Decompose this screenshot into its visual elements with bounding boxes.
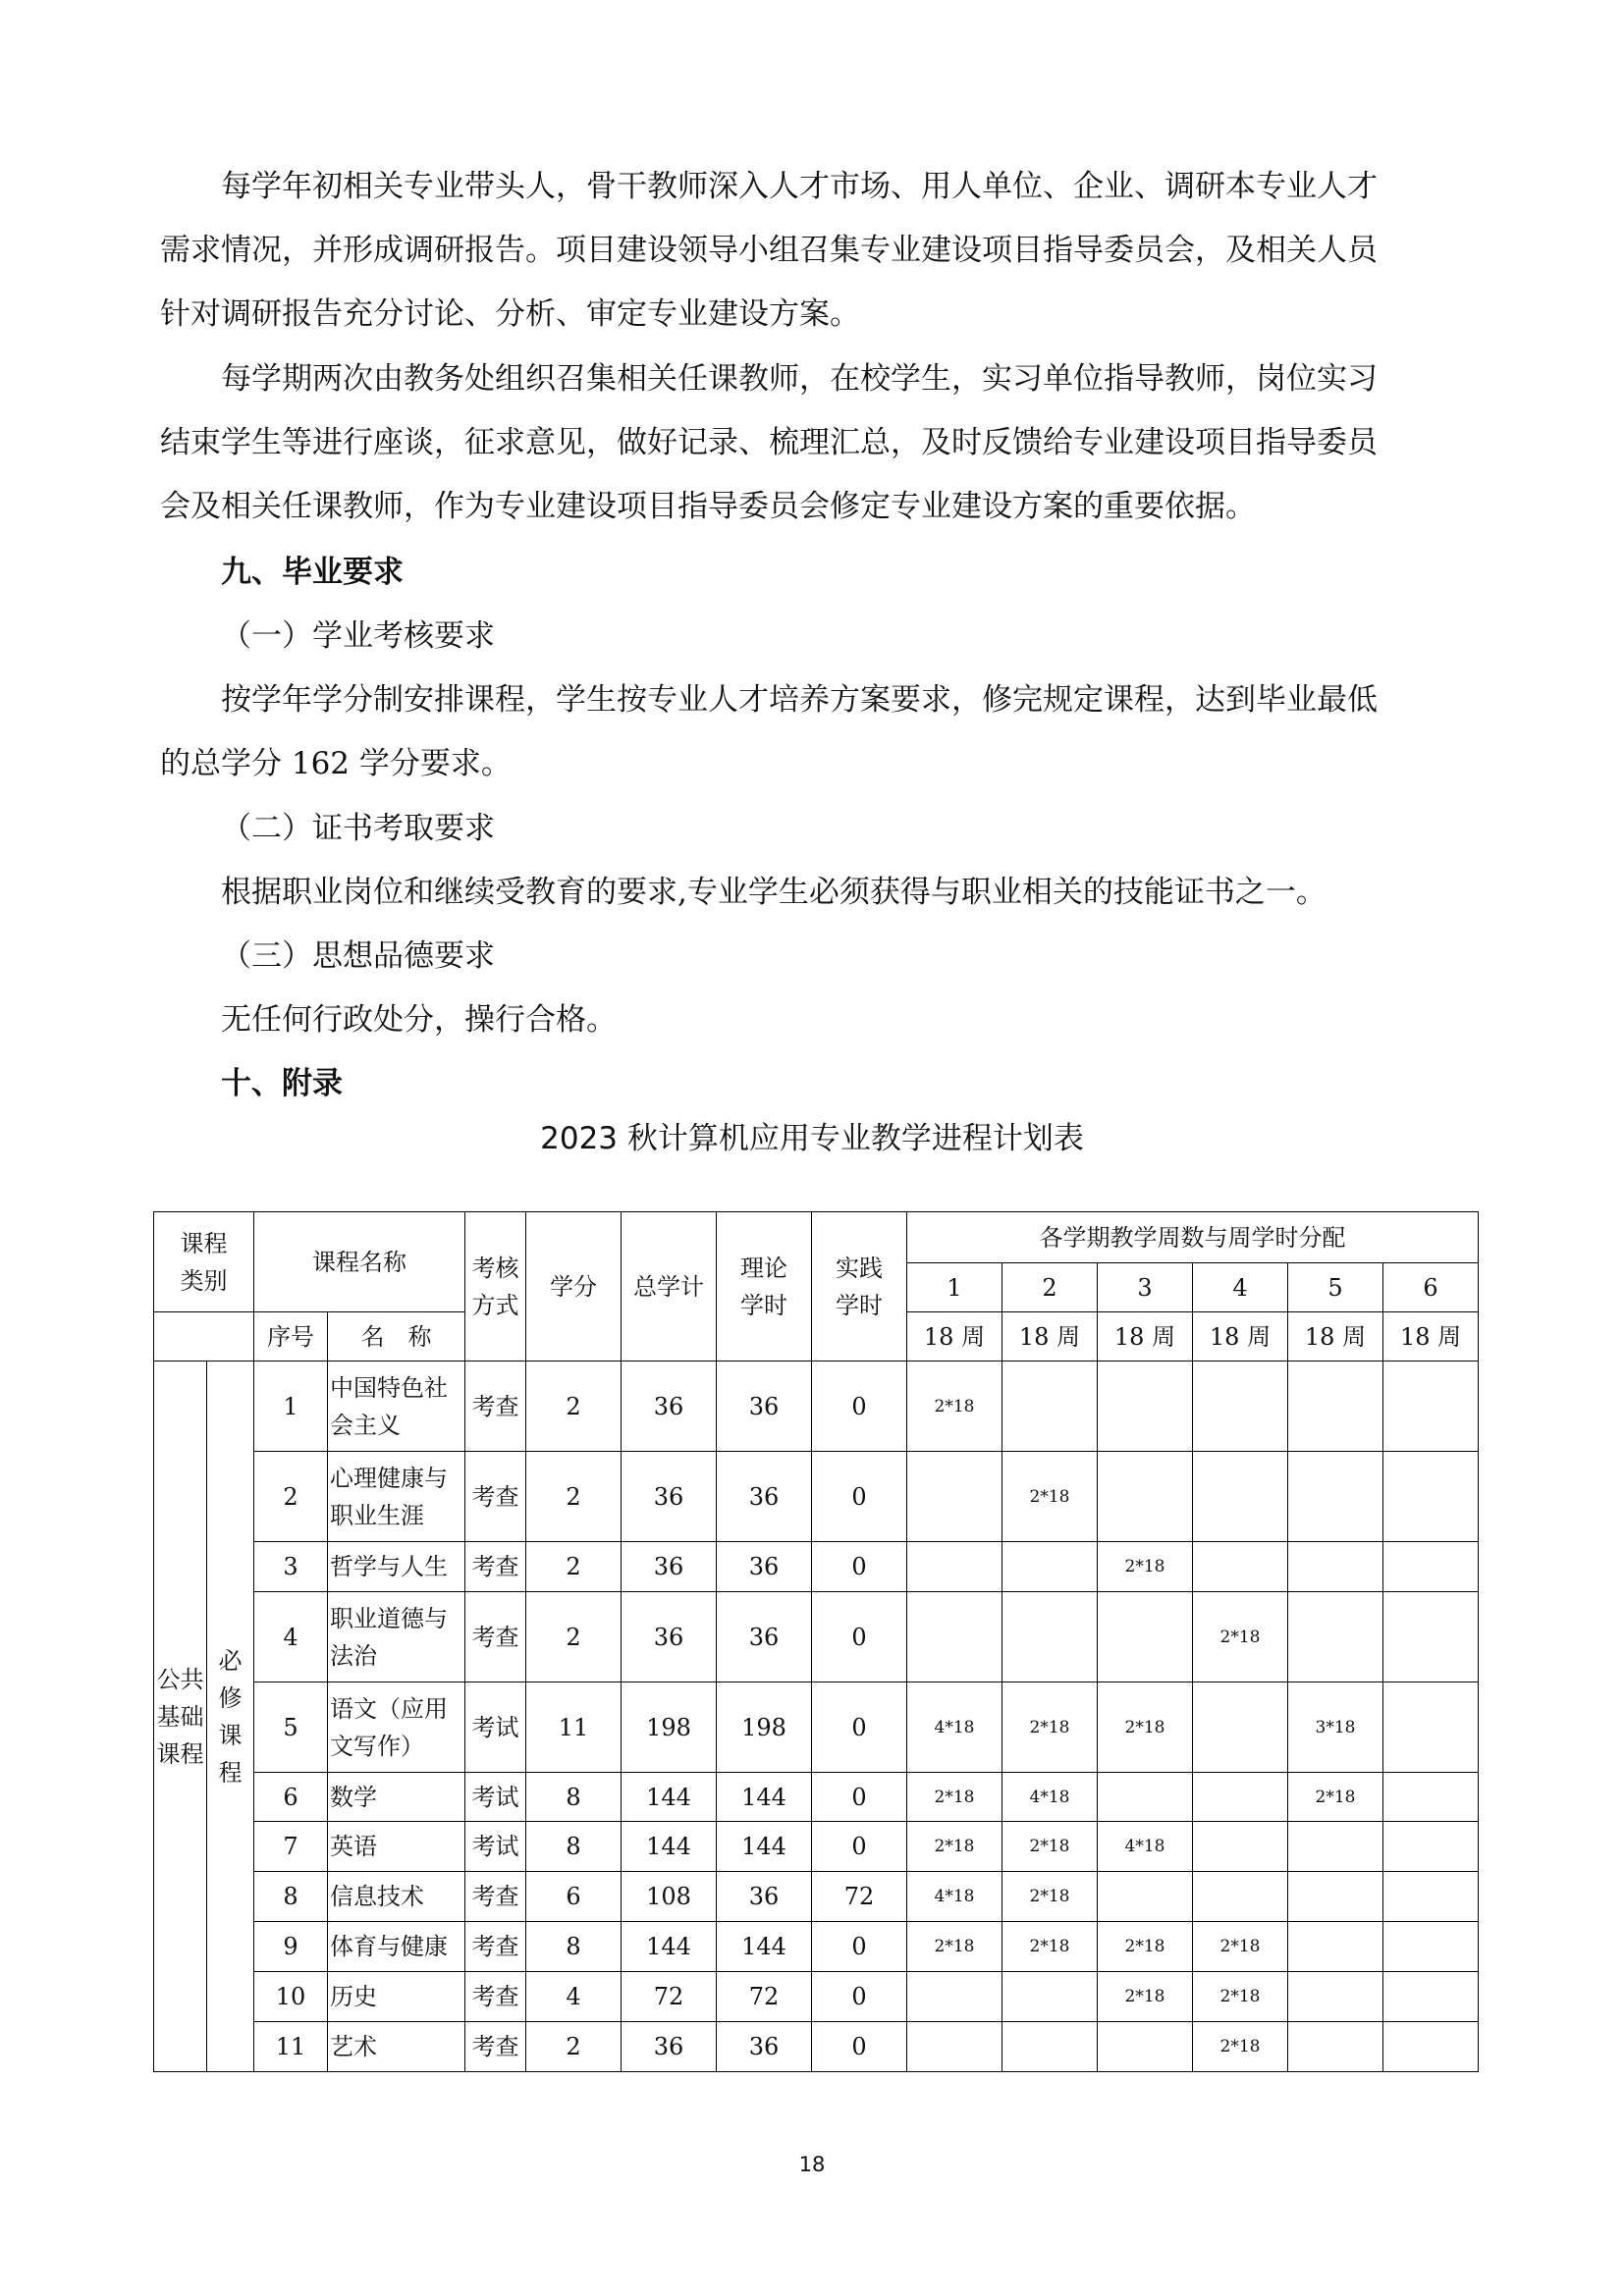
cell-practice: 0 (812, 1592, 907, 1682)
cell-sem-6 (1383, 1592, 1479, 1682)
cell-theory: 144 (717, 1922, 812, 1972)
cell-sem-2: 2*18 (1002, 1822, 1098, 1872)
cell-sem-3 (1098, 1872, 1193, 1922)
cell-seq: 8 (254, 1872, 328, 1922)
cell-sem-1 (907, 2022, 1002, 2072)
cell-theory: 36 (717, 1872, 812, 1922)
text-line: 每学年初相关专业带头人，骨干教师深入人才市场、用人单位、企业、调研本专业人才 (221, 169, 1378, 204)
cell-sem-2 (1002, 1542, 1098, 1592)
cell-seq: 4 (254, 1592, 328, 1682)
cell-sem-1 (907, 1452, 1002, 1542)
cell-seq: 9 (254, 1922, 328, 1972)
header-semester: 3 (1098, 1263, 1193, 1312)
cell-exam: 考查 (465, 1362, 526, 1452)
table-row (154, 1773, 1479, 1822)
cell-theory: 144 (717, 1822, 812, 1872)
header-weeks: 18 周 (1002, 1312, 1098, 1362)
cell-credit: 8 (526, 1922, 622, 1972)
cell-total: 144 (622, 1922, 717, 1972)
cell-sem-5: 3*18 (1288, 1682, 1383, 1773)
cell-sem-2 (1002, 1592, 1098, 1682)
cell-sem-6 (1383, 1922, 1479, 1972)
cell-sem-4: 2*18 (1193, 1972, 1288, 2022)
cell-sem-4 (1193, 1682, 1288, 1773)
cell-credit: 2 (526, 1542, 622, 1592)
cell-sem-6 (1383, 1452, 1479, 1542)
cell-sem-5 (1288, 1872, 1383, 1922)
cell-name: 英语 (328, 1822, 465, 1872)
cell-practice: 0 (812, 1922, 907, 1972)
text-line: 无任何行政处分，操行合格。 (221, 1002, 617, 1038)
cell-total: 36 (622, 1362, 717, 1452)
table-row (154, 1872, 1479, 1922)
cell-name: 体育与健康 (328, 1922, 465, 1972)
cell-sem-3: 2*18 (1098, 1922, 1193, 1972)
cell-sem-4 (1193, 1822, 1288, 1872)
intro-paragraph-1 (160, 155, 1476, 347)
cell-sem-1: 4*18 (907, 1682, 1002, 1773)
text-line: 每学期两次由教务处组织召集相关任课教师，在校学生，实习单位指导教师，岗位实习 (221, 361, 1378, 397)
table-row (154, 1542, 1479, 1592)
header-seq: 序号 (254, 1312, 328, 1362)
cell-sem-1: 2*18 (907, 1773, 1002, 1822)
cell-practice: 0 (812, 1682, 907, 1773)
text-line: 的总学分 162 学分要求。 (160, 746, 512, 781)
cell-total: 36 (622, 1542, 717, 1592)
cell-theory: 36 (717, 1452, 812, 1542)
section-10-heading: 十、附录 (221, 1066, 343, 1101)
section-9-paragraph-3 (160, 988, 1476, 1052)
cell-credit: 2 (526, 1362, 622, 1452)
table-row (154, 1822, 1479, 1872)
cell-exam: 考试 (465, 1773, 526, 1822)
cell-credit: 2 (526, 2022, 622, 2072)
cell-seq: 3 (254, 1542, 328, 1592)
cell-seq: 10 (254, 1972, 328, 2022)
cell-sem-6 (1383, 2022, 1479, 2072)
cell-sem-4 (1193, 1452, 1288, 1542)
cell-sem-4 (1193, 1542, 1288, 1592)
cell-practice: 0 (812, 1822, 907, 1872)
cell-sem-6 (1383, 1972, 1479, 2022)
cell-theory: 36 (717, 1362, 812, 1452)
header-practice: 实践 学时 (812, 1212, 907, 1362)
cell-theory: 36 (717, 1542, 812, 1592)
cell-name: 艺术 (328, 2022, 465, 2072)
teaching-plan-table (153, 1211, 1479, 2072)
cell-sem-3 (1098, 1452, 1193, 1542)
cell-sem-6 (1383, 1822, 1479, 1872)
section-9-sub-1: （一）学业考核要求 (221, 618, 495, 654)
cell-practice: 0 (812, 1452, 907, 1542)
cell-sem-2: 2*18 (1002, 1682, 1098, 1773)
cell-total: 144 (622, 1773, 717, 1822)
table-row (154, 1972, 1479, 2022)
cell-sem-1: 4*18 (907, 1872, 1002, 1922)
cell-seq: 11 (254, 2022, 328, 2072)
cell-credit: 2 (526, 1592, 622, 1682)
cell-sem-1: 2*18 (907, 1362, 1002, 1452)
cell-name: 职业道德与 法治 (328, 1592, 465, 1682)
cell-theory: 144 (717, 1773, 812, 1822)
cell-sem-6 (1383, 1872, 1479, 1922)
cell-sem-3: 2*18 (1098, 1682, 1193, 1773)
cell-name: 哲学与人生 (328, 1542, 465, 1592)
cell-name: 心理健康与 职业生涯 (328, 1452, 465, 1542)
section-9-paragraph-1 (160, 668, 1476, 796)
cell-exam: 考查 (465, 1972, 526, 2022)
cell-sem-4: 2*18 (1193, 1922, 1288, 1972)
cell-total: 36 (622, 2022, 717, 2072)
cell-exam: 考查 (465, 1542, 526, 1592)
table-row (154, 1682, 1479, 1773)
cell-total: 198 (622, 1682, 717, 1773)
table-row (154, 1922, 1479, 1972)
cell-sem-2 (1002, 2022, 1098, 2072)
cell-sem-4 (1193, 1362, 1288, 1452)
cell-sem-2: 2*18 (1002, 1872, 1098, 1922)
cell-sem-5 (1288, 1922, 1383, 1972)
cell-theory: 36 (717, 2022, 812, 2072)
cell-sem-5 (1288, 2022, 1383, 2072)
header-course-name: 课程名称 (254, 1212, 465, 1312)
header-semester: 6 (1383, 1263, 1479, 1312)
header-weeks: 18 周 (1193, 1312, 1288, 1362)
section-9-sub-3: （三）思想品德要求 (221, 938, 495, 974)
section-9-sub-2: （二）证书考取要求 (221, 811, 495, 846)
cell-theory: 36 (717, 1592, 812, 1682)
header-name: 名 称 (328, 1312, 465, 1362)
cell-total: 36 (622, 1452, 717, 1542)
cell-seq: 6 (254, 1773, 328, 1822)
cell-sem-2 (1002, 1972, 1098, 2022)
cell-sem-6 (1383, 1542, 1479, 1592)
table-row (154, 1592, 1479, 1682)
cell-sem-6 (1383, 1362, 1479, 1452)
cell-name: 中国特色社 会主义 (328, 1362, 465, 1452)
cell-credit: 8 (526, 1773, 622, 1822)
cell-sem-6 (1383, 1773, 1479, 1822)
cell-credit: 4 (526, 1972, 622, 2022)
section-9-paragraph-2 (160, 861, 1476, 925)
cell-name: 语文（应用 文写作） (328, 1682, 465, 1773)
header-weeks: 18 周 (1288, 1312, 1383, 1362)
cell-sem-1: 2*18 (907, 1922, 1002, 1972)
cell-sem-5: 2*18 (1288, 1773, 1383, 1822)
cell-total: 144 (622, 1822, 717, 1872)
cell-sem-1: 2*18 (907, 1822, 1002, 1872)
header-semester-group: 各学期教学周数与周学时分配 (907, 1212, 1479, 1263)
header-semester: 5 (1288, 1263, 1383, 1312)
cell-practice: 0 (812, 1972, 907, 2022)
cell-credit: 8 (526, 1822, 622, 1872)
header-semester: 2 (1002, 1263, 1098, 1312)
cell-sem-1 (907, 1542, 1002, 1592)
cell-total: 108 (622, 1872, 717, 1922)
text-line: 针对调研报告充分讨论、分析、审定专业建设方案。 (160, 296, 860, 332)
cell-sem-6 (1383, 1682, 1479, 1773)
cell-sem-4: 2*18 (1193, 2022, 1288, 2072)
page-number: 18 (798, 2153, 826, 2176)
group-type: 必 修 课 程 (207, 1362, 254, 2072)
cell-exam: 考查 (465, 1872, 526, 1922)
header-semester: 4 (1193, 1263, 1288, 1312)
cell-exam: 考试 (465, 1822, 526, 1872)
cell-sem-5 (1288, 1822, 1383, 1872)
cell-total: 36 (622, 1592, 717, 1682)
cell-exam: 考试 (465, 1682, 526, 1773)
cell-seq: 7 (254, 1822, 328, 1872)
cell-sem-5 (1288, 1592, 1383, 1682)
text-line: 需求情况，并形成调研报告。项目建设领导小组召集专业建设项目指导委员会，及相关人员 (160, 233, 1378, 268)
cell-practice: 0 (812, 1773, 907, 1822)
cell-seq: 5 (254, 1682, 328, 1773)
table-title: 2023 秋计算机应用专业教学进程计划表 (540, 1121, 1084, 1156)
cell-sem-4 (1193, 1872, 1288, 1922)
header-credit: 学分 (526, 1212, 622, 1362)
text-line: 按学年学分制安排课程，学生按专业人才培养方案要求，修完规定课程，达到毕业最低 (221, 682, 1378, 718)
header-weeks: 18 周 (1098, 1312, 1193, 1362)
cell-sem-5 (1288, 1362, 1383, 1452)
cell-sem-5 (1288, 1972, 1383, 2022)
header-theory: 理论 学时 (717, 1212, 812, 1362)
cell-sem-4: 2*18 (1193, 1592, 1288, 1682)
intro-paragraph-2 (160, 347, 1476, 539)
cell-sem-3 (1098, 1773, 1193, 1822)
table-row (154, 1452, 1479, 1542)
cell-name: 历史 (328, 1972, 465, 2022)
cell-sem-3 (1098, 2022, 1193, 2072)
table-row (154, 1362, 1479, 1452)
header-category-empty (154, 1312, 254, 1362)
text-line: 结束学生等进行座谈，征求意见，做好记录、梳理汇总，及时反馈给专业建设项目指导委员 (160, 425, 1378, 460)
header-total-hours: 总学计 (622, 1212, 717, 1362)
cell-seq: 1 (254, 1362, 328, 1452)
cell-sem-3: 2*18 (1098, 1542, 1193, 1592)
cell-practice: 72 (812, 1872, 907, 1922)
cell-practice: 0 (812, 2022, 907, 2072)
cell-sem-2: 4*18 (1002, 1773, 1098, 1822)
text-line: 会及相关任课教师，作为专业建设项目指导委员会修定专业建设方案的重要依据。 (160, 489, 1256, 524)
cell-theory: 72 (717, 1972, 812, 2022)
section-9-heading: 九、毕业要求 (221, 555, 404, 590)
cell-sem-2 (1002, 1362, 1098, 1452)
cell-credit: 6 (526, 1872, 622, 1922)
cell-sem-4 (1193, 1773, 1288, 1822)
cell-exam: 考查 (465, 1452, 526, 1542)
cell-theory: 198 (717, 1682, 812, 1773)
cell-sem-3: 2*18 (1098, 1972, 1193, 2022)
cell-seq: 2 (254, 1452, 328, 1542)
text-line: 根据职业岗位和继续受教育的要求,专业学生必须获得与职业相关的技能证书之一。 (221, 875, 1326, 910)
cell-total: 72 (622, 1972, 717, 2022)
cell-credit: 11 (526, 1682, 622, 1773)
cell-sem-1 (907, 1972, 1002, 2022)
cell-sem-2: 2*18 (1002, 1452, 1098, 1542)
cell-sem-5 (1288, 1452, 1383, 1542)
cell-practice: 0 (812, 1542, 907, 1592)
table-row (154, 2022, 1479, 2072)
header-semester: 1 (907, 1263, 1002, 1312)
cell-sem-5 (1288, 1542, 1383, 1592)
header-weeks: 18 周 (907, 1312, 1002, 1362)
cell-sem-3: 4*18 (1098, 1822, 1193, 1872)
cell-credit: 2 (526, 1452, 622, 1542)
cell-name: 信息技术 (328, 1872, 465, 1922)
cell-sem-3 (1098, 1592, 1193, 1682)
cell-sem-3 (1098, 1362, 1193, 1452)
cell-exam: 考查 (465, 1922, 526, 1972)
header-weeks: 18 周 (1383, 1312, 1479, 1362)
group-category: 公共 基础 课程 (154, 1362, 207, 2072)
cell-exam: 考查 (465, 2022, 526, 2072)
cell-exam: 考查 (465, 1592, 526, 1682)
cell-sem-1 (907, 1592, 1002, 1682)
cell-name: 数学 (328, 1773, 465, 1822)
cell-practice: 0 (812, 1362, 907, 1452)
cell-sem-2: 2*18 (1002, 1922, 1098, 1972)
header-category: 课程 类别 (154, 1212, 254, 1312)
header-exam: 考核 方式 (465, 1212, 526, 1362)
